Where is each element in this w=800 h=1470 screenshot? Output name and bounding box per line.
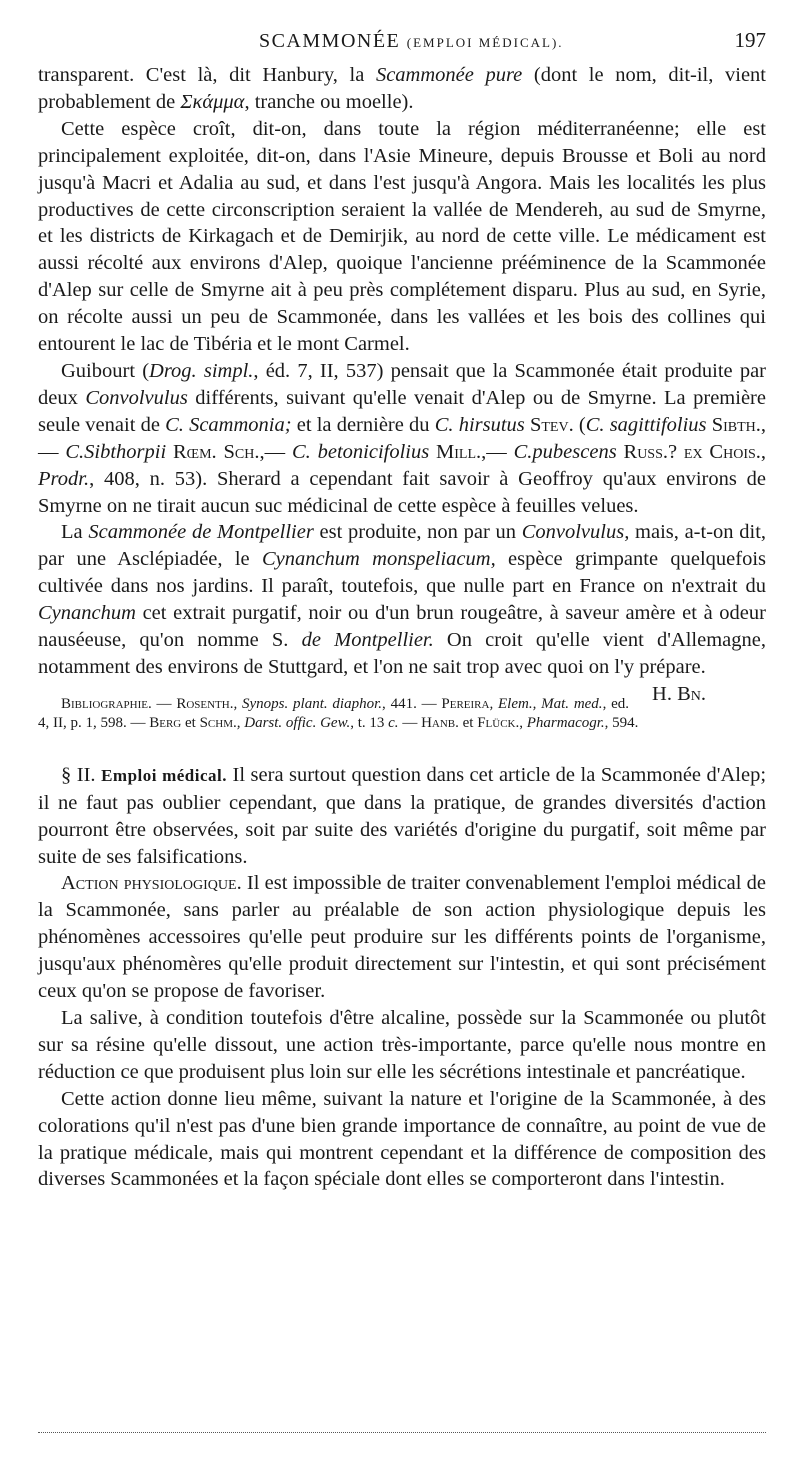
paragraph-guibourt: Guibourt (Drog. simpl., éd. 7, II, 537) pensait que la Scammonée était produite par deux Convolvulus différents, suivant qu'elle venait d'Alep ou de Smyrne. La première seule venait de C. Scammonia; et la dernière du C. hirsutus Stev. (C. sagittifolius Sibth.,— C.Sibthorpii Rœm. Sch.,— C. betonicifolius Mill.,— C.pubescens Russ.? ex Chois., Prodr., 408, n. 53). Sherard a cependant fait savoir à Geoffroy qu'aux environs de Smyrne on ne tirait aucun suc médicinal de cette espèce à feuilles velues. [38,359,767,517]
paragraph-salive: La salive, à condition toutefois d'être alcaline, possède sur la Scammonée ou plutôt sur sa résine qu'elle dissout, une action très-importante, parce qu'elle nous montre en réduction ce que produisent plus loin sur elle les sécrétions intestinale et pancréatique. [38,1007,766,1083]
page [38,28,766,1193]
author-signature: H. Bn. [652,682,706,705]
paragraph-action-physiologique: Action physiologique. Il est impossible de traiter convenablement l'emploi médical de la Scammonée, sans parler au préalable de son action physiologique depuis les phénomènes accessoires qu'elle peut produire sur les différents points de l'organisme, jusqu'aux phénomères qu'elle produit directement sur l'intestin, et qui sont précisément ceux qu'on se propose de favoriser. [38,872,766,1003]
running-header [38,28,766,62]
section-heading: Emploi médical. [101,765,227,785]
paragraph-colorations: Cette action donne lieu même, suivant la nature et l'origine de la Scammonée, à des colorations qu'il n'est pas d'une bien grande importance de connaître, au point de vue de la pratique médicale, mais qui montrent cependant et la différence de composition des diverses Scammonées et la façon spéciale dont elles se comporteront dans l'intestin. [38,1087,766,1191]
paragraph-distribution: Cette espèce croît, dit-on, dans toute la région méditerranéenne; elle est principalement exploitée, dit-on, dans l'Asie Mineure, depuis Brousse et Boli au nord jusqu'à Macri et Adalia au sud, et dans l'est jusqu'à Angora. Mais les localités les plus productives de cette circonscription seraient la vallée de Mendereh, au sud de Smyrne, et les districts de Kirkagach et de Demirjik, au nord de cette ville. Le médicament est aussi récolté aux environs d'Alep, quoique l'ancienne prééminence de la Scammonée d'Alep sur celle de Smyrne ait à peu près complétement disparu. Plus au sud, en Syrie, on récolte aussi un peu de Scammonée, dans les vallées et les bois des collines qui entourent le lac de Tibéria et le mont Carmel. [38,117,766,356]
running-title: SCAMMONÉE (EMPLOI MÉDICAL). [258,30,564,52]
section-mark: § II. [61,763,96,786]
paragraph-continuation: transparent. C'est là, dit Hanbury, la Scammonée pure (dont le nom, dit-il, vient probablement de Σκάμμα, tranche ou moelle). [38,64,766,113]
page-number: 197 [734,28,766,52]
section-emploi-medical: § II. Emploi médical. Il sera surtout question dans cet article de la Scammonée d'Alep; il ne faut pas oublier cependant, que dans la pratique, de grandes diversités d'action pourront être observées, soit par suite des variétés d'origine du purgatif, soit même par suite de ses falsifications. [38,763,767,868]
footer-dotted-rule [38,1432,766,1433]
paragraph-montpellier: La Scammonée de Montpellier est produite, non par un Convolvulus, mais, a-t-on dit, par une Asclépiadée, le Cynanchum monspeliacum, espèce grimpante quelquefois cultivée dans nos jardins. Il paraît, toutefois, que nulle part en France on n'extrait du Cynanchum cet extrait purgatif, noir ou d'un brun rougeâtre, à saveur amère et à odeur nauséeuse, qu'on nomme S. de Montpellier. On croit qu'elle vient d'Allemagne, notamment des environs de Stuttgard, et l'on ne sait trop avec quoi on l'y prépare. H. Bn. [38,519,766,680]
bibliography: Bibliographie. — Rosenth., Synops. plant. diaphor., 441. — Pereira, Elem., Mat. med., ed. 4, II, p. 1, 598. — Berg et Schm., Darst. offic. Gew., t. 13 c. — Hanb. et Flück., Pharmacogr., 594. [38,695,639,732]
